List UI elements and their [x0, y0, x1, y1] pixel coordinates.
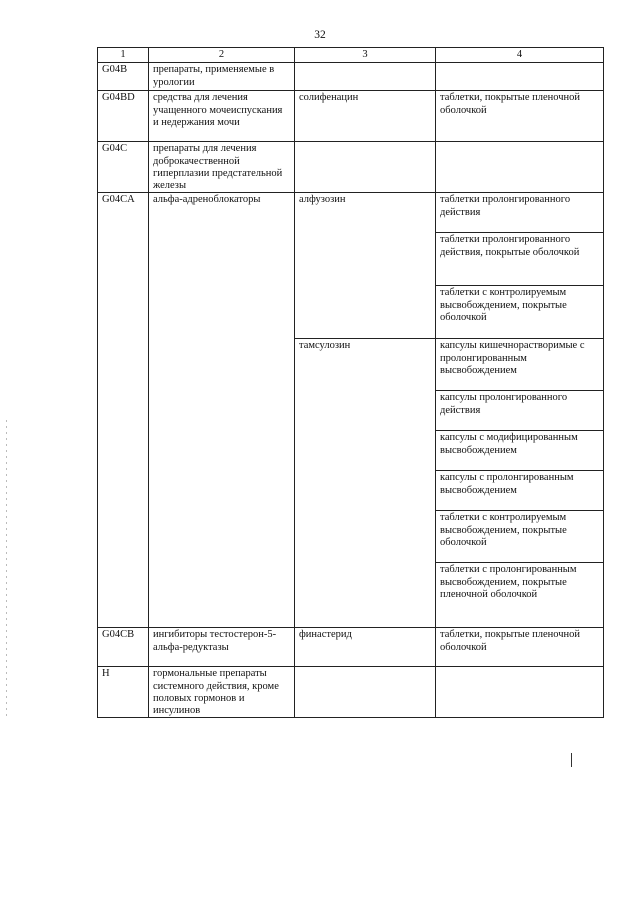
atc-code: H [98, 667, 149, 717]
drug-name: финастерид [295, 628, 436, 666]
column-header-2: 2 [149, 48, 295, 62]
atc-code: G04CA [98, 193, 149, 627]
drug-row [295, 338, 603, 627]
group-name: гормональные препараты системного действия, кроме половых гормонов и инсулинов [149, 667, 295, 717]
dosage-form [436, 63, 603, 90]
atc-code: G04BD [98, 91, 149, 141]
column-header-1: 1 [98, 48, 149, 62]
atc-code: G04C [98, 142, 149, 192]
page-number: 32 [314, 29, 326, 41]
group-name: средства для лечения учащенного мочеиспускания и недержания мочи [149, 91, 295, 141]
dosage-forms [436, 193, 603, 338]
group-name: альфа-адреноблокаторы [149, 193, 295, 627]
table-row [98, 192, 603, 627]
atc-code: G04B [98, 63, 149, 90]
atc-code: G04CB [98, 628, 149, 666]
table-row [98, 90, 603, 141]
column-header-4: 4 [516, 49, 523, 60]
group-name: ингибиторы тестостерон-5-альфа-редуктазы [149, 628, 295, 666]
scan-mark [571, 753, 572, 767]
table-header-row [98, 48, 603, 62]
table-row [98, 141, 603, 192]
column-header-3: 3 [295, 48, 436, 62]
drug-name: тамсулозин [295, 339, 436, 627]
drug-name [295, 63, 436, 90]
drug-classification-table [97, 47, 604, 718]
dosage-forms [436, 339, 603, 627]
dosage-form: капсулы с пролонгированным высвобождением [436, 470, 603, 510]
dosage-form: таблетки пролонгированного действия [440, 194, 571, 218]
dosage-form: таблетки с контролируемым высвобождением, покрытые оболочкой [436, 510, 603, 562]
dosage-form: таблетки с контролируемым высвобождением, покрытые оболочкой [436, 285, 603, 338]
table-row [98, 627, 603, 666]
drug-row [295, 193, 603, 338]
dosage-form [436, 667, 603, 717]
dosage-form: таблетки, покрытые пленочной оболочкой [440, 629, 581, 653]
scan-edge [6, 420, 7, 720]
dosage-form: капсулы кишечнорастворимые с пролонгированным высвобождением [440, 340, 585, 376]
group-name: препараты для лечения доброкачественной гиперплазии предстательной железы [149, 142, 295, 192]
dosage-form: таблетки с пролонгированным высвобождением, покрытые пленочной оболочкой [436, 562, 603, 627]
dosage-form [436, 142, 603, 192]
group-name: препараты, применяемые в урологии [149, 63, 295, 90]
dosage-form: таблетки пролонгированного действия, покрытые оболочкой [436, 232, 603, 285]
drug-name [295, 142, 436, 192]
dosage-form: капсулы с модифицированным высвобождением [436, 430, 603, 470]
dosage-form: таблетки, покрытые пленочной оболочкой [440, 92, 581, 116]
drug-name: солифенацин [295, 91, 436, 141]
drug-group [295, 193, 603, 627]
table-row [98, 62, 603, 90]
drug-name: алфузозин [295, 193, 436, 338]
table-row [98, 666, 603, 717]
drug-name [295, 667, 436, 717]
dosage-form: капсулы пролонгированного действия [436, 390, 603, 430]
